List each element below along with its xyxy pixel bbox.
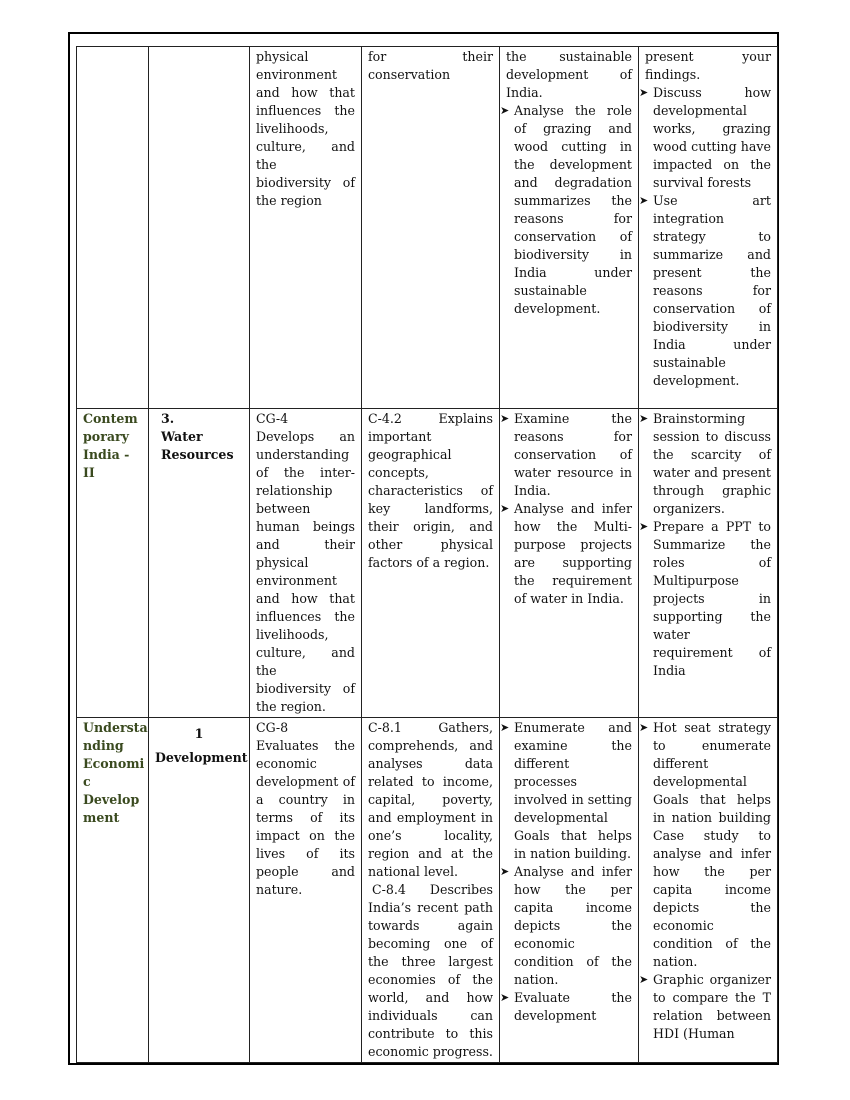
arrow-bullet-icon: ➤ <box>639 973 649 986</box>
cg-cell <box>250 47 362 409</box>
list-item: ➤ Brainstorming session to discuss the scarcity of water and present through graphic organizers. <box>639 411 771 516</box>
subject-label: Contem porary India - II <box>83 411 138 480</box>
subject-cell <box>77 47 149 409</box>
outcomes-cell <box>500 47 639 409</box>
competency-text: C-8.1 Gathers, comprehends, and analyses data related to income, capital, poverty, and employment in one’s locality, region and at the national level. <box>368 720 493 879</box>
list-item: ➤ Enumerate and examine the different processes involved in setting developmental Goals that helps in nation building. <box>500 720 632 861</box>
competency-cell <box>362 409 500 718</box>
list-item: ➤ Prepare a PPT to Summarize the roles of Multipurpose projects in supporting the water requirement of India <box>639 519 771 678</box>
chapter-title: Development <box>155 750 248 765</box>
arrow-bullet-icon: ➤ <box>500 502 510 515</box>
arrow-bullet-icon: ➤ <box>639 194 649 207</box>
list-item: ➤ Graphic organizer to compare the T relation between HDI (Human <box>639 972 771 1041</box>
pedagogy-cell <box>639 47 778 409</box>
competency-cell <box>362 47 500 409</box>
list-item: ➤ Analyse and infer how the Multi-purpose projects are supporting the requirement of water in India. <box>500 501 632 606</box>
arrow-bullet-icon: ➤ <box>639 520 649 533</box>
outcomes-cell <box>500 409 639 718</box>
chapter-cell <box>149 409 250 718</box>
pedagogy-text: present your findings. <box>645 49 771 82</box>
cg-text: physical environment and how that influences the livelihoods, culture, and the biodiversity of the region <box>256 49 355 208</box>
subject-label: Understa nding Economi c Develop ment <box>83 720 148 825</box>
arrow-bullet-icon: ➤ <box>500 412 510 425</box>
arrow-bullet-icon: ➤ <box>500 991 510 1004</box>
chapter-title: Water Resources <box>161 429 234 462</box>
pedagogy-cell <box>639 409 778 718</box>
arrow-bullet-icon: ➤ <box>500 104 510 117</box>
subject-cell <box>77 409 149 718</box>
table-row <box>77 718 778 1063</box>
list-item: ➤ Analyse and infer how the per capita income depicts the economic condition of the nation. <box>500 864 632 987</box>
list-item: ➤ Hot seat strategy to enumerate different developmental Goals that helps in nation building Case study to analyse and infer how the per capita income depicts the economic condition of the nation. <box>639 720 771 969</box>
outcomes-cell <box>500 718 639 1063</box>
chapter-cell <box>149 718 250 1063</box>
list-item: ➤ Discuss how developmental works, grazing wood cutting have impacted on the survival forests <box>639 85 771 190</box>
competency-cell <box>362 718 500 1063</box>
table-row <box>77 409 778 718</box>
list-item: ➤ Analyse the role of grazing and wood cutting in the development and degradation summarizes the reasons for conservation of biodiversity in India under sustainable development. <box>500 103 632 316</box>
list-item: ➤ Evaluate the development <box>500 990 632 1023</box>
chapter-cell <box>149 47 250 409</box>
subject-cell <box>77 718 149 1063</box>
pedagogy-cell <box>639 718 778 1063</box>
outcome-text: the sustainable development of India. <box>506 49 632 100</box>
cg-cell <box>250 409 362 718</box>
arrow-bullet-icon: ➤ <box>639 86 649 99</box>
arrow-bullet-icon: ➤ <box>639 721 649 734</box>
cg-text: Evaluates the economic development of a country in terms of its impact on the lives of its people and nature. <box>256 738 355 897</box>
list-item: ➤ Examine the reasons for conservation of water resource in India. <box>500 411 632 498</box>
table-row <box>77 47 778 409</box>
cg-text: Develops an understanding of the inter-relationship between human beings and their physical environment and how that influences the livelihoods, culture, and the biodiversity of the region. <box>256 429 355 714</box>
chapter-number: 1 <box>194 726 204 741</box>
curriculum-table <box>76 46 778 1063</box>
list-item: ➤ Use art integration strategy to summarize and present the reasons for conservation of biodiversity in India under sustainable development. <box>639 193 771 388</box>
competency-text: C-4.2 Explains important geographical concepts, characteristics of key landforms, their origin, and other physical factors of a region. <box>368 411 493 570</box>
arrow-bullet-icon: ➤ <box>500 865 510 878</box>
arrow-bullet-icon: ➤ <box>639 412 649 425</box>
competency-text: for their conservation <box>368 49 493 82</box>
arrow-bullet-icon: ➤ <box>500 721 510 734</box>
cg-code: CG-8 <box>256 720 289 735</box>
chapter-number: 3. <box>161 411 175 426</box>
competency-text: C-8.4 Describes India’s recent path towards again becoming one of the three largest economies of the world, and how individuals can contribute to this economic progress. <box>368 882 493 1059</box>
cg-cell <box>250 718 362 1063</box>
cg-code: CG-4 <box>256 411 289 426</box>
